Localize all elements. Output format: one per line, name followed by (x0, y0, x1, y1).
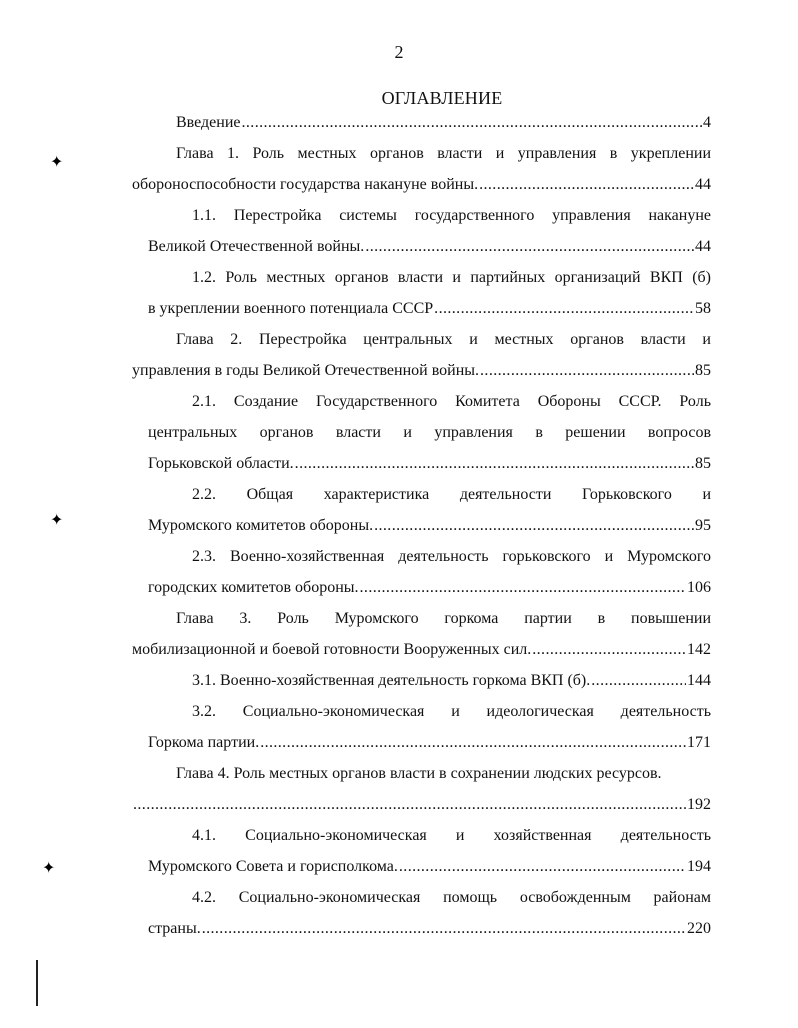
toc-leader (399, 858, 686, 876)
toc-page-number: 44 (695, 176, 711, 193)
toc-entry-line: Глава 4. Роль местных органов власти в сохранении людских ресурсов. (176, 765, 662, 782)
toc-entry-line: 2.1. Создание Государственного Комитета Обороны СССР. Роль (192, 393, 711, 410)
toc-entry-line: 2.2. Общая характеристика деятельности Горьковского и (192, 486, 711, 503)
toc-entry-text: Горкома партии. (148, 734, 260, 751)
toc-leader (295, 455, 694, 473)
toc-entry-line: 2.3. Военно-хозяйственная деятельность горьковского и Муромского (192, 548, 711, 565)
margin-tick (36, 960, 38, 1006)
toc-entry-line: 1.2. Роль местных органов власти и партийных организаций ВКП (б) (192, 269, 711, 286)
toc-leader (532, 641, 686, 659)
toc-entry-line: центральных органов власти и управления в решении вопросов (148, 424, 711, 441)
margin-mark-icon: ✦ (50, 154, 64, 171)
toc-entry-text: обороноспособности государства накануне войны. (132, 176, 479, 193)
toc-leader (374, 517, 694, 535)
toc-entry (176, 114, 711, 144)
toc-leader (133, 796, 686, 814)
toc-page-number: 4 (703, 114, 711, 131)
toc-entry-line: Глава 2. Перестройка центральных и местных органов власти и (176, 331, 711, 348)
toc-entry-line: Глава 1. Роль местных органов власти и управления в укреплении (176, 145, 711, 162)
toc-entry (148, 858, 711, 888)
toc-entry-text: страны. (148, 920, 201, 937)
toc-page-number: 142 (687, 641, 711, 658)
toc-entry (148, 920, 711, 950)
toc-leader (434, 300, 694, 318)
toc-entry-text: Введение (176, 114, 241, 131)
margin-mark-icon: ✦ (50, 512, 64, 529)
page-title: ОГЛАВЛЕНИЕ (381, 88, 503, 108)
toc-leader (591, 672, 686, 690)
toc-entry-line: 1.1. Перестройка системы государственного управления накануне (192, 207, 711, 224)
toc-entry (148, 517, 711, 547)
toc-entry-text: Великой Отечественной войны. (148, 238, 365, 255)
toc-leader (260, 734, 686, 752)
toc-entry-line: 4.2. Социально-экономическая помощь освобожденным районам (192, 889, 711, 906)
toc-entry-text: мобилизационной и боевой готовности Вооруженных сил. (132, 641, 532, 658)
toc-entry (132, 176, 711, 206)
toc-page-number: 85 (695, 362, 711, 379)
toc-leader (480, 362, 694, 380)
toc-leader (242, 114, 703, 132)
toc-page-number: 220 (687, 920, 711, 937)
page-number: 2 (394, 42, 404, 62)
toc-entry (132, 641, 711, 671)
toc-page-number: 144 (687, 672, 711, 689)
toc-entry-text: управления в годы Великой Отечественной войны. (132, 362, 480, 379)
toc-page-number: 85 (695, 455, 711, 472)
toc-page-number: 106 (687, 579, 711, 596)
toc-entry (132, 362, 711, 392)
toc-page-number: 171 (687, 734, 711, 751)
toc-entry (148, 455, 711, 485)
toc-page-number: 58 (695, 300, 711, 317)
margin-mark-icon: ✦ (42, 860, 56, 877)
toc-leader (365, 238, 694, 256)
toc-entry (148, 734, 711, 764)
toc-entry (148, 238, 711, 268)
toc-page-number: 95 (695, 517, 711, 534)
toc-entry-text: 3.1. Военно-хозяйственная деятельность горкома ВКП (б). (192, 672, 591, 689)
toc-page-number: 194 (687, 858, 711, 875)
toc-entry-text: Муромского комитетов обороны. (148, 517, 374, 534)
toc-entry-line: 3.2. Социально-экономическая и идеологическая деятельность (192, 703, 711, 720)
toc-entry (148, 300, 711, 330)
toc-entry-line: Глава 3. Роль Муромского горкома партии в повышении (176, 610, 711, 627)
toc-leader (360, 579, 686, 597)
toc-entry-line: 4.1. Социально-экономическая и хозяйственная деятельность (192, 827, 711, 844)
toc-entry-text: Муромского Совета и горисполкома. (148, 858, 398, 875)
toc-page-number: 192 (687, 796, 711, 813)
toc-entry-text: в укреплении военного потенциала СССР (148, 300, 434, 317)
toc-entry (148, 579, 711, 609)
toc-entry (132, 796, 711, 826)
toc-entry (192, 672, 711, 702)
toc-page-number: 44 (695, 238, 711, 255)
toc-entry-text: Горьковской области. (148, 455, 294, 472)
toc-entry-text: городских комитетов обороны. (148, 579, 359, 596)
toc-leader (479, 176, 694, 194)
toc-leader (202, 920, 686, 938)
